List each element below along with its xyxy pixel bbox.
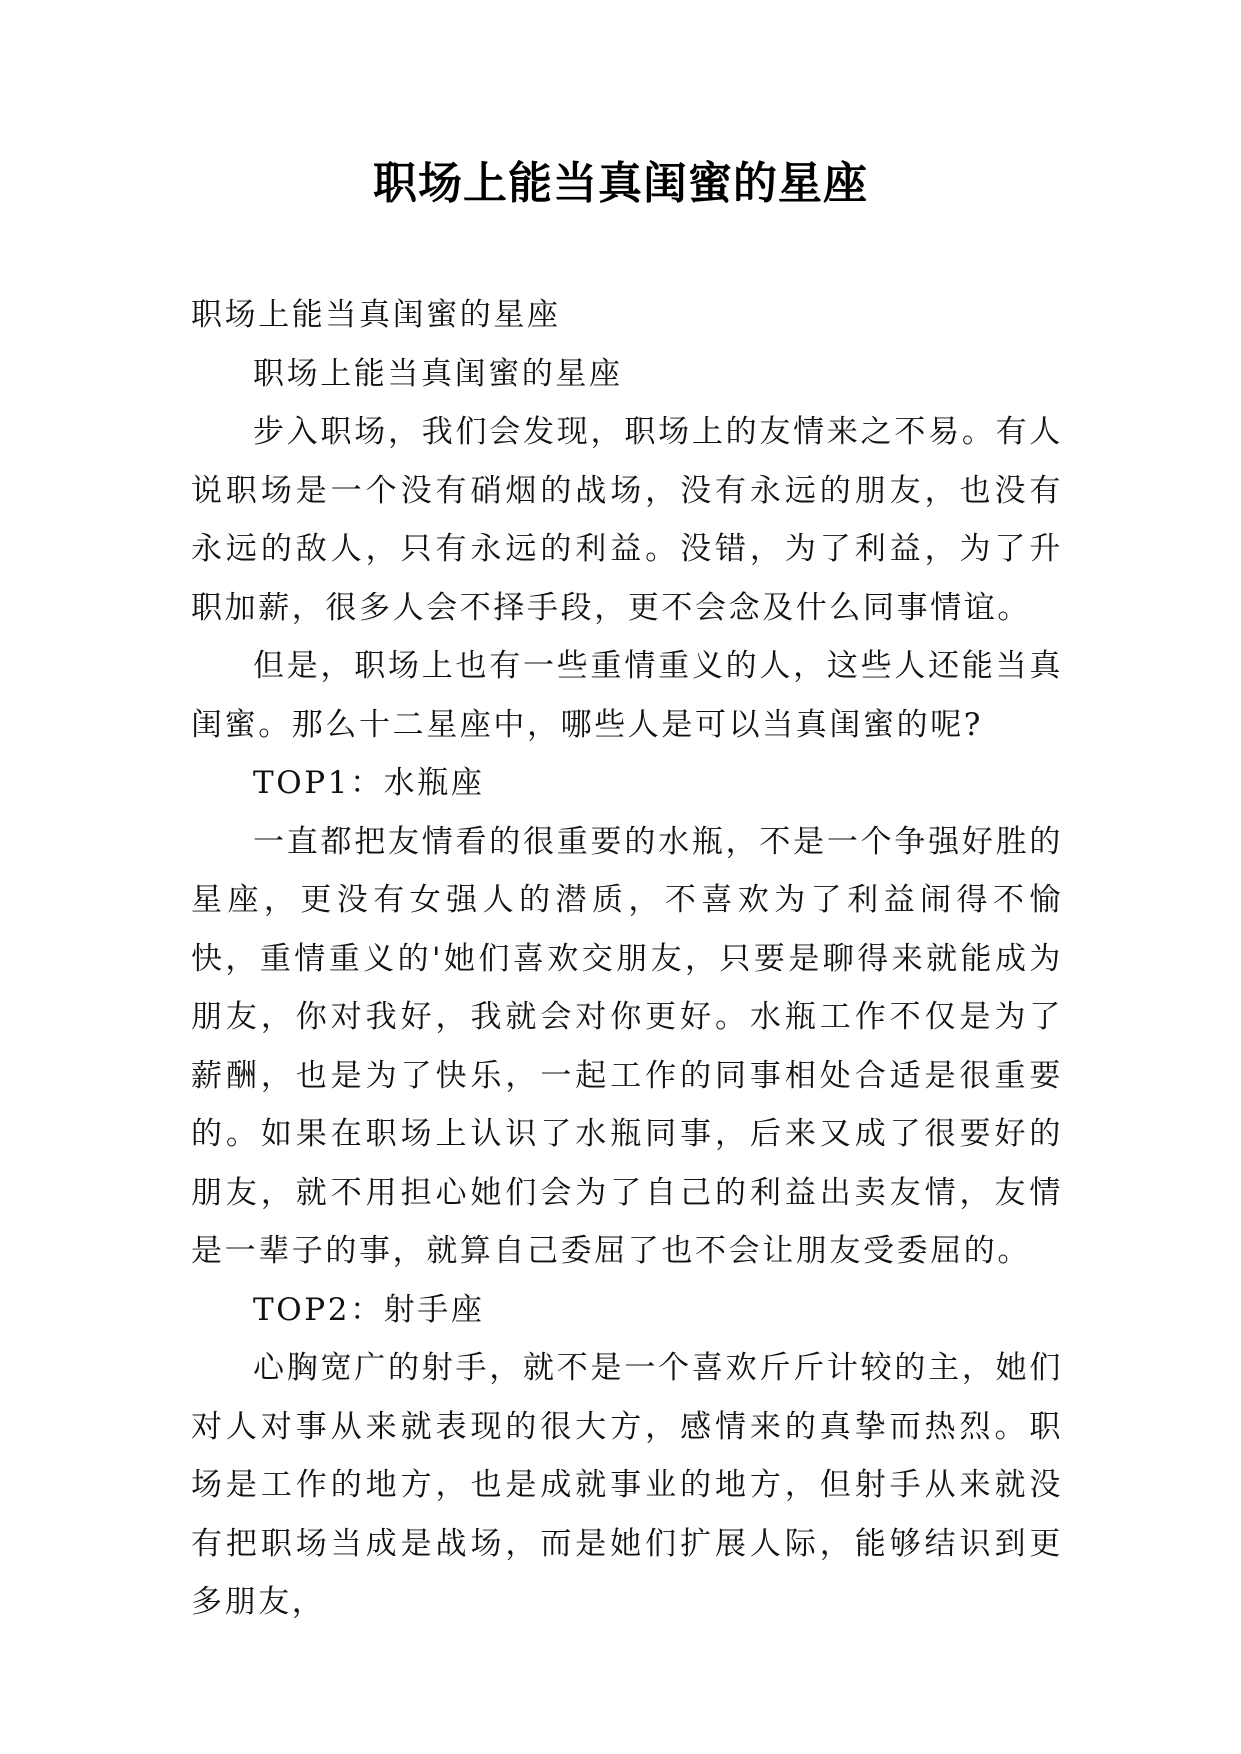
paragraph-intro: 步入职场，我们会发现，职场上的友情来之不易。有人说职场是一个没有硝烟的战场，没有永远的朋友，也没有永远的敌人，只有永远的利益。没错，为了利益，为了升职加薪，很多人会不择手段，更不会念及什么同事情谊。	[191, 414, 1063, 626]
document-body	[191, 286, 1063, 1632]
section-heading-top2: TOP2：射手座	[253, 1291, 485, 1328]
paragraph-sagittarius: 心胸宽广的射手，就不是一个喜欢斤斤计较的主，她们对人对事从来就表现的很大方，感情来的真挚而热烈。职场是工作的地方，也是成就事业的地方，但射手从来就没有把职场当成是战场，而是她们扩展人际，能够结识到更多朋友，	[191, 1350, 1063, 1620]
paragraph-aquarius: 一直都把友情看的很重要的水瓶，不是一个争强好胜的星座，更没有女强人的潜质，不喜欢为了利益闹得不愉快，重情重义的'她们喜欢交朋友，只要是聊得来就能成为朋友，你对我好，我就会对你更好。水瓶工作不仅是为了薪酬，也是为了快乐，一起工作的同事相处合适是很重要的。如果在职场上认识了水瓶同事，后来又成了很要好的朋友，就不用担心她们会为了自己的利益出卖友情，友情是一辈子的事，就算自己委屈了也不会让朋友受委屈的。	[191, 823, 1063, 1269]
section-heading-top1: TOP1：水瓶座	[253, 765, 485, 801]
paragraph-question: 但是，职场上也有一些重情重义的人，这些人还能当真闺蜜。那么十二星座中，哪些人是可以当真闺蜜的呢?	[191, 648, 1063, 743]
paragraph-heading: 职场上能当真闺蜜的星座	[253, 355, 623, 392]
paragraph-subtitle: 职场上能当真闺蜜的星座	[191, 297, 561, 333]
document-title: 职场上能当真闺蜜的星座	[373, 158, 868, 209]
